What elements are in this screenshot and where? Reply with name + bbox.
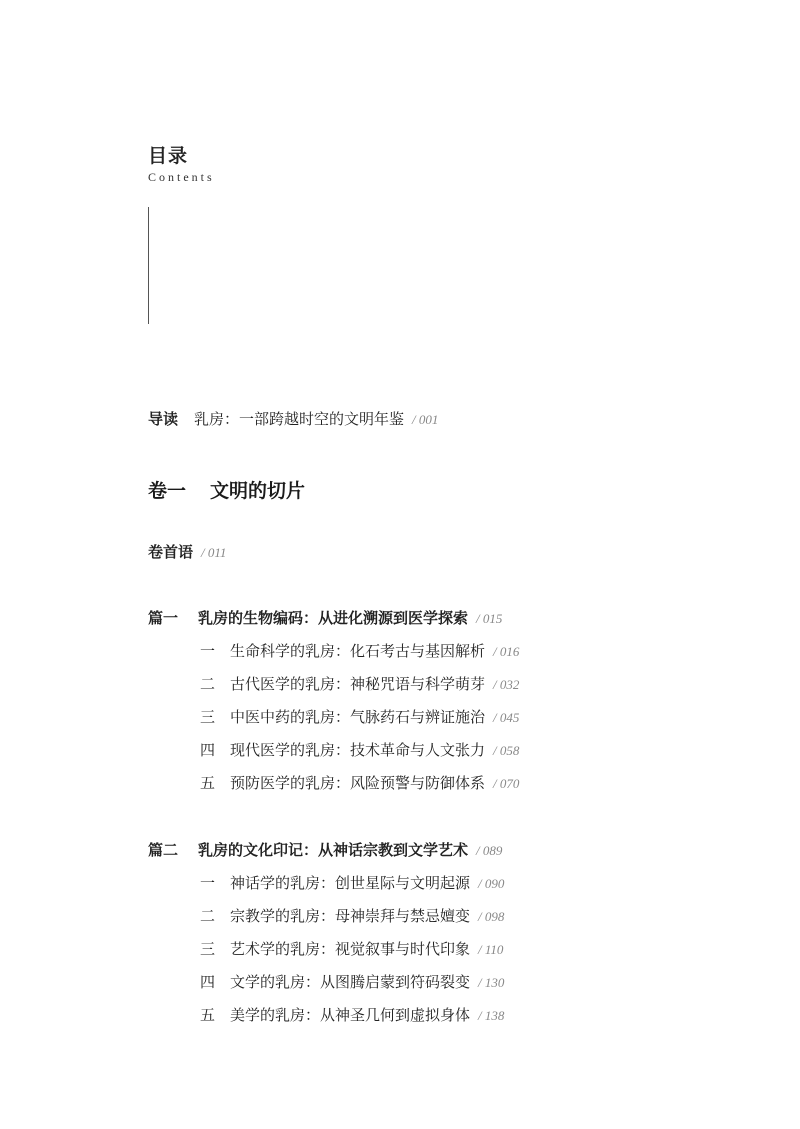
page-number: / 090 [478, 876, 505, 891]
page-number: / 070 [493, 776, 520, 791]
page-number: / 011 [201, 545, 227, 560]
page-number: / 015 [476, 611, 503, 626]
page-number: / 001 [412, 412, 439, 427]
page-number: / 098 [478, 909, 505, 924]
page-number: / 045 [493, 710, 520, 725]
toc-entry-chapter-1[interactable] [148, 607, 502, 628]
toc-title: 目录 [148, 145, 189, 167]
page-number: / 130 [478, 975, 505, 990]
toc-entry-intro[interactable] [148, 408, 438, 429]
section-title: 艺术学的乳房：视觉叙事与时代印象 [230, 940, 471, 958]
toc-entry-section[interactable] [200, 640, 519, 661]
section-title: 古代医学的乳房：神秘咒语与科学萌芽 [230, 675, 486, 693]
section-number: 三 [200, 940, 216, 958]
section-number: 二 [200, 675, 216, 693]
toc-entry-section[interactable] [200, 938, 503, 959]
toc-entry-section[interactable] [200, 706, 519, 727]
volume-label: 卷一 [148, 480, 187, 502]
toc-entry-section[interactable] [200, 673, 519, 694]
section-title: 宗教学的乳房：母神崇拜与禁忌嬗变 [230, 907, 471, 925]
divider-line [148, 207, 149, 324]
page-number: / 089 [476, 843, 503, 858]
page-number: / 016 [493, 644, 520, 659]
section-number: 二 [200, 907, 216, 925]
page-number: / 138 [478, 1008, 505, 1023]
preface-label: 卷首语 [148, 543, 194, 561]
page-number: / 058 [493, 743, 520, 758]
toc-entry-preface[interactable] [148, 541, 226, 562]
toc-entry-chapter-2[interactable] [148, 839, 502, 860]
section-title: 预防医学的乳房：风险预警与防御体系 [230, 774, 486, 792]
section-title: 中医中药的乳房：气脉药石与辨证施治 [230, 708, 486, 726]
section-number: 四 [200, 741, 216, 759]
section-title: 神话学的乳房：创世星际与文明起源 [230, 874, 471, 892]
section-title: 现代医学的乳房：技术革命与人文张力 [230, 741, 486, 759]
section-number: 四 [200, 973, 216, 991]
section-number: 三 [200, 708, 216, 726]
chapter-label: 篇一 [148, 609, 179, 627]
toc-entry-section[interactable] [200, 739, 519, 760]
section-number: 五 [200, 774, 216, 792]
chapter-title: 乳房的文化印记：从神话宗教到文学艺术 [198, 841, 469, 859]
toc-entry-section[interactable] [200, 971, 504, 992]
chapter-title: 乳房的生物编码：从进化溯源到医学探索 [198, 609, 469, 627]
volume-title: 文明的切片 [210, 480, 306, 502]
section-title: 文学的乳房：从图腾启蒙到符码裂变 [230, 973, 471, 991]
section-number: 一 [200, 642, 216, 660]
section-title: 生命科学的乳房：化石考古与基因解析 [230, 642, 486, 660]
toc-entry-section[interactable] [200, 905, 504, 926]
toc-entry-section[interactable] [200, 872, 504, 893]
toc-subtitle: Contents [148, 170, 215, 184]
toc-entry-section[interactable] [200, 772, 519, 793]
section-number: 一 [200, 874, 216, 892]
page-number: / 032 [493, 677, 520, 692]
chapter-label: 篇二 [148, 841, 179, 859]
volume-heading [148, 476, 305, 503]
section-number: 五 [200, 1006, 216, 1024]
section-title: 美学的乳房：从神圣几何到虚拟身体 [230, 1006, 471, 1024]
intro-title: 乳房：一部跨越时空的文明年鉴 [194, 410, 405, 428]
intro-label: 导读 [148, 410, 179, 428]
page-number: / 110 [478, 942, 504, 957]
toc-entry-section[interactable] [200, 1004, 504, 1025]
